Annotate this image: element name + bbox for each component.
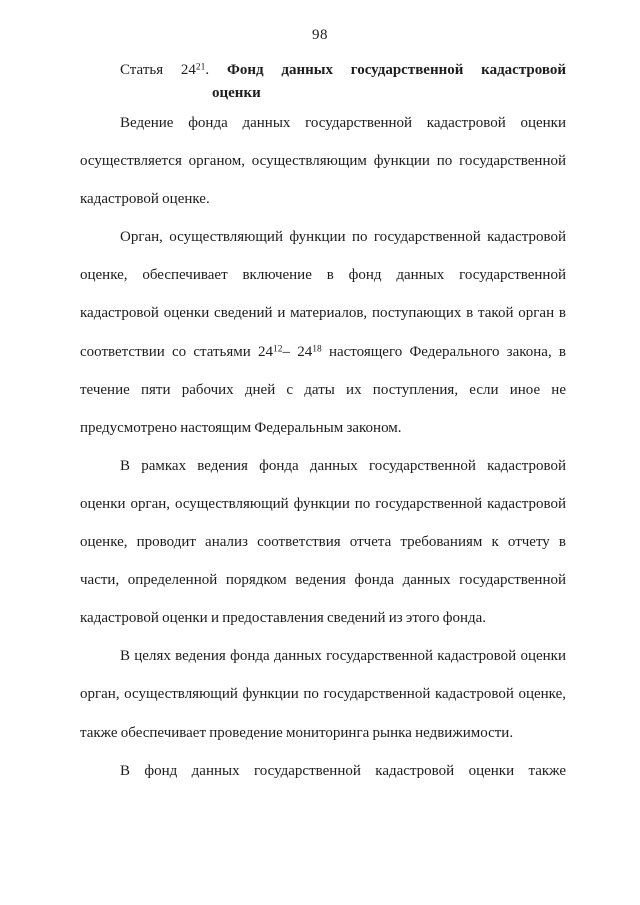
text-run: . xyxy=(205,62,227,78)
text-line xyxy=(80,256,566,294)
text-line xyxy=(80,561,566,599)
superscript-run: 12 xyxy=(273,344,283,355)
text-run: – 24 xyxy=(282,343,313,360)
paragraph xyxy=(80,752,566,790)
paragraph xyxy=(80,218,566,447)
bold-text-run: оценки xyxy=(212,84,261,101)
text-run: кадастровой оценке. xyxy=(80,191,210,208)
text-line xyxy=(80,447,566,485)
superscript-run: 21 xyxy=(195,62,206,73)
text-line xyxy=(80,294,566,332)
text-run: В рамках ведения фонда данных государственной кадастровой xyxy=(120,457,566,474)
page-number: 98 xyxy=(312,27,328,43)
text-run: течение пяти рабочих дней с даты их поступления, если иное не xyxy=(80,381,566,398)
paragraph xyxy=(80,104,566,218)
text-run: В целях ведения фонда данных государственной кадастровой оценки xyxy=(120,648,566,665)
text-run: осуществляется органом, осуществляющим функции по государственной xyxy=(80,153,566,170)
text-line xyxy=(80,59,566,82)
superscript-run: 18 xyxy=(312,344,322,355)
text-run: кадастровой оценки сведений и материалов, поступающих в такой орган в xyxy=(80,305,566,322)
text-run: Орган, осуществляющий функции по государственной кадастровой xyxy=(120,229,566,246)
text-line xyxy=(80,371,566,409)
text-run: орган, осуществляющий функции по государственной кадастровой оценке, xyxy=(80,686,566,703)
text-run: настоящего Федерального закона, в xyxy=(321,343,567,360)
article-body xyxy=(80,104,566,790)
paragraph xyxy=(80,447,566,637)
text-run: предусмотрено настоящим Федеральным законом. xyxy=(80,419,402,436)
text-line xyxy=(80,104,566,142)
text-run: оценки орган, осуществляющий функции по государственной кадастровой xyxy=(80,495,566,512)
text-run: Статья 24 xyxy=(120,62,196,78)
text-line xyxy=(80,714,566,752)
text-line xyxy=(80,180,566,218)
text-line xyxy=(80,82,566,105)
text-line xyxy=(80,485,566,523)
text-run: соответствии со статьями 24 xyxy=(80,343,274,360)
bold-text-run: Фонд данных государственной кадастровой xyxy=(226,62,566,78)
article-heading xyxy=(80,59,566,104)
text-run: части, определенной порядком ведения фонда данных государственной xyxy=(80,572,566,589)
text-line xyxy=(80,142,566,180)
paragraph xyxy=(80,637,566,751)
text-run: В фонд данных государственной кадастровой оценки также xyxy=(120,762,566,779)
text-run: Ведение фонда данных государственной кадастровой оценки xyxy=(120,115,566,131)
text-run: также обеспечивает проведение мониторинга рынка недвижимости. xyxy=(80,724,514,741)
page-content xyxy=(80,59,566,790)
text-line xyxy=(80,333,566,371)
text-line xyxy=(80,675,566,713)
text-line xyxy=(80,752,566,790)
text-run: оценке, проводит анализ соответствия отчета требованиям к отчету в xyxy=(80,534,566,551)
text-line xyxy=(80,637,566,675)
text-line xyxy=(80,409,566,447)
text-line xyxy=(80,523,566,561)
text-line xyxy=(80,599,566,637)
text-run: оценке, обеспечивает включение в фонд данных государственной xyxy=(80,267,566,284)
text-run: кадастровой оценки и предоставления сведений из этого фонда. xyxy=(80,610,487,627)
text-line xyxy=(80,218,566,256)
